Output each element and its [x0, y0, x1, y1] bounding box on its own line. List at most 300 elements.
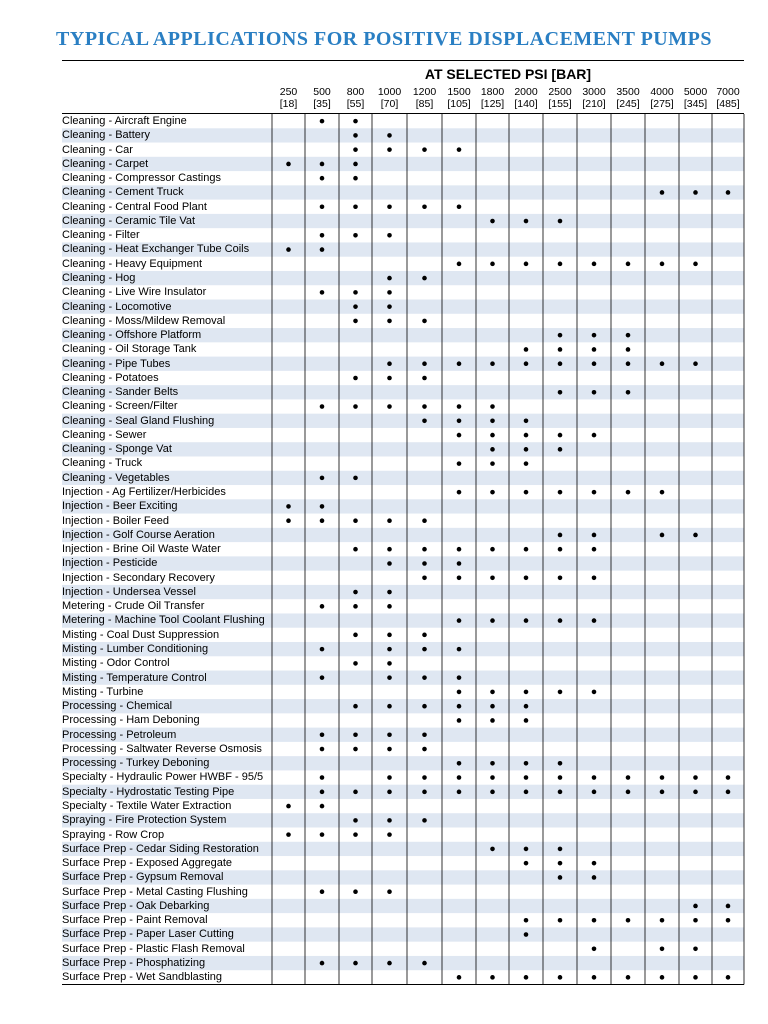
- row-label: Specialty - Textile Water Extraction: [62, 799, 232, 812]
- application-dot: [320, 290, 325, 295]
- application-dot: [320, 518, 325, 523]
- row-label: Processing - Saltwater Reverse Osmosis: [62, 742, 262, 755]
- application-dot: [353, 162, 358, 167]
- application-dot: [592, 547, 597, 552]
- application-dot: [387, 790, 392, 795]
- application-dot: [626, 390, 631, 395]
- application-dot: [387, 290, 392, 295]
- application-dot: [457, 761, 462, 766]
- application-dot: [457, 419, 462, 424]
- application-dot: [422, 147, 427, 152]
- row-label: Cleaning - Sander Belts: [62, 386, 179, 399]
- column-bar: [210]: [582, 98, 606, 110]
- application-dot: [693, 918, 698, 923]
- application-dot: [320, 747, 325, 752]
- application-dot: [524, 490, 529, 495]
- row-label: Surface Prep - Wet Sandblasting: [62, 971, 222, 984]
- application-dot: [558, 347, 563, 352]
- application-dot: [592, 875, 597, 880]
- application-dot: [490, 618, 495, 623]
- row-label: Cleaning - Filter: [62, 229, 140, 242]
- application-dot: [320, 732, 325, 737]
- column-bar: [345]: [683, 98, 708, 110]
- row-stripe: [62, 271, 744, 285]
- application-dot: [490, 447, 495, 452]
- column-bar: [485]: [716, 98, 740, 110]
- row-stripe: [62, 157, 744, 171]
- application-dot: [422, 647, 427, 652]
- application-dot: [490, 262, 495, 267]
- application-dot: [592, 390, 597, 395]
- application-dot: [592, 490, 597, 495]
- row-label: Cleaning - Screen/Filter: [62, 400, 178, 413]
- column-bar: [245]: [616, 98, 640, 110]
- application-dot: [320, 790, 325, 795]
- application-dot: [457, 647, 462, 652]
- application-dot: [422, 747, 427, 752]
- column-psi: 4000: [650, 86, 674, 98]
- application-dot: [524, 975, 529, 980]
- application-dot: [320, 204, 325, 209]
- application-dot: [457, 547, 462, 552]
- row-label: Cleaning - Pipe Tubes: [62, 357, 171, 370]
- column-psi: 2500: [548, 86, 572, 98]
- row-label: Surface Prep - Gypsum Removal: [62, 871, 224, 884]
- application-dot: [457, 404, 462, 409]
- application-dot: [286, 518, 291, 523]
- application-dot: [592, 533, 597, 538]
- application-dot: [490, 575, 495, 580]
- application-dot: [387, 376, 392, 381]
- application-dot: [660, 361, 665, 366]
- row-label: Cleaning - Cement Truck: [62, 186, 184, 199]
- application-dot: [693, 262, 698, 267]
- application-dot: [387, 304, 392, 309]
- application-dot: [524, 861, 529, 866]
- application-dot: [320, 775, 325, 780]
- row-label: Processing - Turkey Deboning: [62, 757, 210, 770]
- application-dot: [422, 790, 427, 795]
- application-dot: [387, 518, 392, 523]
- application-dot: [457, 361, 462, 366]
- application-dot: [387, 675, 392, 680]
- row-label: Misting - Temperature Control: [62, 671, 207, 684]
- application-dot: [422, 419, 427, 424]
- application-dot: [558, 575, 563, 580]
- application-dot: [490, 547, 495, 552]
- column-bar: [85]: [415, 98, 434, 110]
- application-dot: [524, 262, 529, 267]
- application-dot: [320, 162, 325, 167]
- row-label: Surface Prep - Phosphatizing: [62, 956, 206, 969]
- column-bar: [18]: [279, 98, 298, 110]
- row-label: Cleaning - Heavy Equipment: [62, 257, 203, 270]
- row-label: Surface Prep - Exposed Aggregate: [62, 857, 232, 870]
- application-dot: [353, 147, 358, 152]
- row-label: Injection - Secondary Recovery: [62, 571, 215, 584]
- application-dot: [320, 504, 325, 509]
- application-dot: [387, 561, 392, 566]
- application-dot: [353, 476, 358, 481]
- application-dot: [558, 790, 563, 795]
- application-dot: [524, 918, 529, 923]
- application-dot: [558, 975, 563, 980]
- application-dot: [558, 618, 563, 623]
- application-dot: [387, 889, 392, 894]
- application-dot: [524, 419, 529, 424]
- row-label: Injection - Boiler Feed: [62, 514, 169, 527]
- row-label: Surface Prep - Paint Removal: [62, 914, 208, 927]
- application-dot: [490, 975, 495, 980]
- application-dot: [558, 918, 563, 923]
- row-label: Processing - Chemical: [62, 700, 173, 713]
- application-dot: [524, 219, 529, 224]
- page-title: TYPICAL APPLICATIONS FOR POSITIVE DISPLACEMENT PUMPS: [56, 28, 712, 50]
- application-dot: [490, 761, 495, 766]
- row-label: Cleaning - Vegetables: [62, 471, 170, 484]
- application-dot: [693, 946, 698, 951]
- application-dot: [353, 133, 358, 138]
- application-dot: [558, 861, 563, 866]
- application-dot: [353, 319, 358, 324]
- application-dot: [490, 775, 495, 780]
- application-dot: [422, 547, 427, 552]
- row-label: Injection - Brine Oil Waste Water: [62, 543, 221, 556]
- application-dot: [457, 675, 462, 680]
- application-dot: [524, 575, 529, 580]
- application-dot: [524, 447, 529, 452]
- application-dot: [320, 233, 325, 238]
- application-dot: [693, 533, 698, 538]
- application-dot: [490, 461, 495, 466]
- application-dot: [422, 204, 427, 209]
- application-dot: [320, 804, 325, 809]
- row-label: Cleaning - Sewer: [62, 428, 147, 441]
- row-label: Injection - Beer Exciting: [62, 500, 178, 513]
- application-dot: [524, 618, 529, 623]
- application-dot: [320, 119, 325, 124]
- application-dot: [457, 575, 462, 580]
- application-dot: [353, 661, 358, 666]
- application-dot: [457, 718, 462, 723]
- application-dot: [353, 832, 358, 837]
- application-dot: [387, 404, 392, 409]
- column-psi: 5000: [683, 86, 708, 98]
- application-dot: [387, 233, 392, 238]
- row-label: Surface Prep - Paper Laser Cutting: [62, 928, 234, 941]
- application-dot: [320, 247, 325, 252]
- application-dot: [660, 490, 665, 495]
- application-dot: [524, 704, 529, 709]
- column-bar: [55]: [346, 98, 365, 110]
- application-dot: [558, 333, 563, 338]
- row-label: Processing - Petroleum: [62, 728, 177, 741]
- application-dot: [422, 633, 427, 638]
- application-dot: [353, 961, 358, 966]
- application-dot: [558, 761, 563, 766]
- application-dot: [387, 361, 392, 366]
- application-dot: [626, 975, 631, 980]
- application-dot: [592, 861, 597, 866]
- column-psi: 2000: [514, 86, 538, 98]
- row-label: Specialty - Hydrostatic Testing Pipe: [62, 785, 235, 798]
- application-dot: [726, 904, 731, 909]
- application-dot: [490, 419, 495, 424]
- application-dot: [626, 347, 631, 352]
- application-dot: [422, 361, 427, 366]
- application-dot: [422, 775, 427, 780]
- application-dot: [490, 790, 495, 795]
- column-psi: 1000: [377, 86, 402, 98]
- application-dot: [353, 747, 358, 752]
- application-dot: [457, 147, 462, 152]
- application-dot: [320, 889, 325, 894]
- row-label: Cleaning - Live Wire Insulator: [62, 286, 207, 299]
- application-dot: [353, 704, 358, 709]
- application-dot: [422, 675, 427, 680]
- application-dot: [387, 775, 392, 780]
- row-label: Cleaning - Truck: [62, 457, 143, 470]
- column-psi: 250: [279, 86, 298, 98]
- application-dot: [490, 718, 495, 723]
- application-dot: [592, 775, 597, 780]
- application-dot: [726, 775, 731, 780]
- application-dot: [353, 119, 358, 124]
- application-dot: [558, 361, 563, 366]
- application-dot: [693, 790, 698, 795]
- application-dot: [457, 690, 462, 695]
- application-dot: [592, 790, 597, 795]
- application-dot: [660, 790, 665, 795]
- application-dot: [422, 404, 427, 409]
- row-label: Spraying - Row Crop: [62, 828, 165, 841]
- row-label: Cleaning - Moss/Mildew Removal: [62, 314, 226, 327]
- application-dot: [558, 490, 563, 495]
- application-dot: [387, 604, 392, 609]
- application-dot: [592, 946, 597, 951]
- application-dot: [693, 975, 698, 980]
- application-dot: [626, 262, 631, 267]
- application-dot: [524, 761, 529, 766]
- application-dot: [726, 975, 731, 980]
- row-label: Misting - Odor Control: [62, 657, 170, 670]
- application-dot: [626, 918, 631, 923]
- row-stripe: [62, 556, 744, 570]
- application-dot: [387, 832, 392, 837]
- column-psi: 3500: [616, 86, 640, 98]
- application-dot: [387, 732, 392, 737]
- application-dot: [353, 304, 358, 309]
- application-dot: [558, 533, 563, 538]
- application-dot: [457, 561, 462, 566]
- column-bar: [105]: [447, 98, 471, 110]
- application-dot: [457, 461, 462, 466]
- application-dot: [387, 647, 392, 652]
- row-label: Cleaning - Heat Exchanger Tube Coils: [62, 243, 250, 256]
- row-stripe: [62, 128, 744, 142]
- application-dot: [592, 333, 597, 338]
- application-dot: [353, 590, 358, 595]
- application-dot: [524, 433, 529, 438]
- application-dot: [457, 204, 462, 209]
- application-dot: [320, 404, 325, 409]
- application-dot: [387, 747, 392, 752]
- column-bar: [140]: [514, 98, 538, 110]
- row-label: Cleaning - Offshore Platform: [62, 329, 202, 342]
- application-dot: [558, 775, 563, 780]
- row-label: Injection - Undersea Vessel: [62, 585, 196, 598]
- application-dot: [490, 704, 495, 709]
- application-dot: [422, 376, 427, 381]
- application-dot: [353, 633, 358, 638]
- application-dot: [387, 319, 392, 324]
- row-label: Metering - Machine Tool Coolant Flushing: [62, 614, 265, 627]
- application-dot: [286, 504, 291, 509]
- application-dot: [353, 818, 358, 823]
- application-dot: [457, 775, 462, 780]
- application-dot: [387, 704, 392, 709]
- application-dot: [660, 775, 665, 780]
- row-label: Cleaning - Seal Gland Flushing: [62, 414, 215, 427]
- row-label: Injection - Ag Fertilizer/Herbicides: [62, 486, 226, 499]
- application-dot: [490, 690, 495, 695]
- application-dot: [592, 361, 597, 366]
- row-label: Cleaning - Potatoes: [62, 371, 159, 384]
- application-dot: [490, 404, 495, 409]
- application-dot: [558, 875, 563, 880]
- application-dot: [387, 633, 392, 638]
- row-label: Cleaning - Ceramic Tile Vat: [62, 214, 196, 227]
- application-dot: [524, 347, 529, 352]
- application-dot: [353, 404, 358, 409]
- row-label: Injection - Pesticide: [62, 557, 158, 570]
- column-psi: 500: [313, 86, 331, 98]
- row-label: Specialty - Hydraulic Power HWBF - 95/5: [62, 771, 264, 784]
- application-dot: [353, 732, 358, 737]
- application-dot: [457, 490, 462, 495]
- application-dot: [524, 718, 529, 723]
- application-dot: [320, 675, 325, 680]
- row-label: Misting - Turbine: [62, 685, 144, 698]
- row-label: Cleaning - Battery: [62, 129, 151, 142]
- application-dot: [422, 319, 427, 324]
- application-dot: [387, 133, 392, 138]
- application-dot: [353, 290, 358, 295]
- application-dot: [422, 732, 427, 737]
- row-label: Cleaning - Locomotive: [62, 300, 172, 313]
- application-dot: [490, 219, 495, 224]
- row-label: Cleaning - Oil Storage Tank: [62, 343, 197, 356]
- row-label: Processing - Ham Deboning: [62, 714, 200, 727]
- application-dot: [660, 918, 665, 923]
- application-dot: [353, 376, 358, 381]
- application-dot: [286, 832, 291, 837]
- application-dot: [524, 932, 529, 937]
- application-dot: [387, 147, 392, 152]
- application-dot: [387, 661, 392, 666]
- application-dot: [626, 361, 631, 366]
- application-dot: [490, 361, 495, 366]
- column-psi: 1500: [447, 86, 471, 98]
- application-dot: [422, 276, 427, 281]
- row-label: Cleaning - Central Food Plant: [62, 200, 207, 213]
- application-dot: [693, 190, 698, 195]
- application-dot: [592, 433, 597, 438]
- application-dot: [524, 790, 529, 795]
- application-dot: [726, 918, 731, 923]
- psi-heading: AT SELECTED PSI [BAR]: [424, 66, 592, 82]
- application-dot: [320, 476, 325, 481]
- application-dot: [524, 361, 529, 366]
- application-dot: [490, 847, 495, 852]
- row-label: Cleaning - Carpet: [62, 157, 149, 170]
- application-dot: [422, 704, 427, 709]
- column-bar: [155]: [548, 98, 572, 110]
- row-label: Surface Prep - Oak Debarking: [62, 899, 210, 912]
- application-dot: [626, 775, 631, 780]
- application-dot: [524, 547, 529, 552]
- application-dot: [387, 547, 392, 552]
- application-dot: [387, 818, 392, 823]
- column-psi: 1800: [480, 86, 505, 98]
- application-dot: [660, 975, 665, 980]
- application-dot: [286, 162, 291, 167]
- application-dot: [457, 790, 462, 795]
- application-dot: [558, 690, 563, 695]
- application-dot: [422, 961, 427, 966]
- application-dot: [353, 518, 358, 523]
- application-dot: [626, 333, 631, 338]
- application-dot: [457, 704, 462, 709]
- application-dot: [592, 347, 597, 352]
- application-dot: [558, 547, 563, 552]
- application-dot: [693, 361, 698, 366]
- column-bar: [35]: [313, 98, 331, 110]
- row-label: Surface Prep - Metal Casting Flushing: [62, 885, 248, 898]
- row-label: Injection - Golf Course Aeration: [62, 528, 215, 541]
- application-dot: [457, 433, 462, 438]
- row-label: Cleaning - Hog: [62, 271, 136, 284]
- application-dot: [524, 847, 529, 852]
- application-dot: [457, 262, 462, 267]
- application-dot: [353, 176, 358, 181]
- application-dot: [626, 790, 631, 795]
- application-dot: [693, 775, 698, 780]
- application-dot: [387, 961, 392, 966]
- application-dot: [387, 276, 392, 281]
- application-dot: [320, 647, 325, 652]
- application-dot: [558, 219, 563, 224]
- application-dot: [353, 889, 358, 894]
- row-label: Cleaning - Car: [62, 143, 133, 156]
- application-dot: [660, 533, 665, 538]
- row-label: Cleaning - Compressor Castings: [62, 172, 221, 185]
- application-dot: [558, 390, 563, 395]
- row-label: Cleaning - Sponge Vat: [62, 443, 172, 456]
- row-label: Metering - Crude Oil Transfer: [62, 600, 205, 613]
- application-dot: [286, 804, 291, 809]
- application-dot: [660, 262, 665, 267]
- application-dot: [353, 233, 358, 238]
- column-psi: 7000: [716, 86, 740, 98]
- application-dot: [353, 790, 358, 795]
- application-dot: [320, 832, 325, 837]
- application-dot: [592, 575, 597, 580]
- application-dot: [422, 518, 427, 523]
- row-label: Misting - Lumber Conditioning: [62, 642, 209, 655]
- application-dot: [660, 946, 665, 951]
- application-dot: [558, 433, 563, 438]
